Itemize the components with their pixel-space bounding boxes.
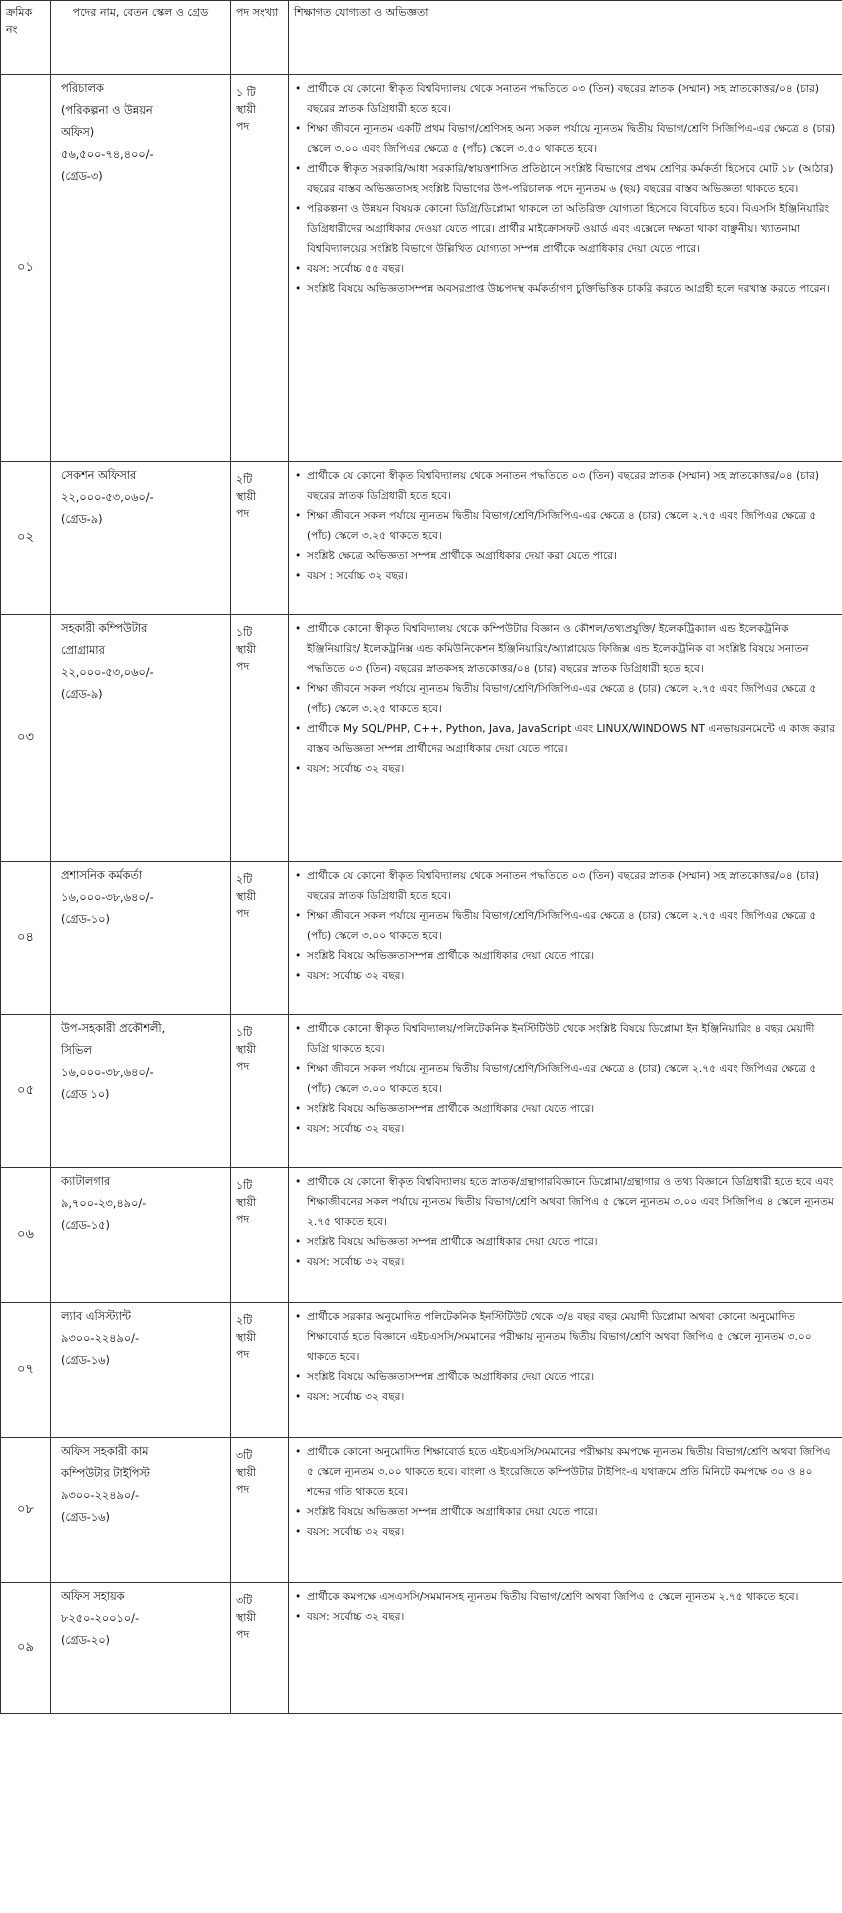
count-line: পদ (236, 1628, 250, 1641)
count-line: স্থায়ী (236, 1196, 257, 1209)
requirement-item: • সংশ্লিষ্ট বিষয়ে অভিজ্ঞতা সম্পন্ন প্রার্থীকে অগ্রাধিকার দেয়া যেতে পারে। (307, 1502, 838, 1522)
requirement-item: • প্রার্থীকে কোনো স্বীকৃত বিশ্ববিদ্যালয় থেকে কম্পিউটার বিজ্ঞান ও কৌশল/তথ্যপ্রযুক্তি/ ইলেকট্রিক্যাল এন্ড ইলেকট্রনিক ইঞ্জিনিয়ারিং/ ইলেকট্রনিক্স এন্ড কমিউনিকেশন ইঞ্জিনিয়ারিং/অ্যাপ্লায়েড ফিজিক্স এন্ড ইলেকট্রনিক বা সংশ্লিষ্ট বিষয়ে সনাতন পদ্ধতিতে ০৩ (তিন) বছরের স্নাতকসহ স্নাতকোত্তর/০৪ (চার) বছরের স্নাতক ডিগ্রিধারী হতে হবে। (307, 619, 838, 679)
count-line: ২টি (236, 1314, 253, 1327)
requirement-item: • প্রার্থীকে কোনো স্বীকৃত বিশ্ববিদ্যালয়/পলিটেকনিক ইনস্টিটিউট থেকে সংশ্লিষ্ট বিষয়ে ডিপ্লোমা ইন ইঞ্জিনিয়ারিং ৪ বছর মেয়াদী ডিগ্রি থাকতে হবে। (307, 1019, 838, 1059)
requirement-list (293, 466, 838, 586)
qualification-cell (289, 615, 842, 862)
header-qualification: শিক্ষাগত যোগ্যতা ও অভিজ্ঞতা (289, 1, 842, 75)
post-line: সিভিল (61, 1044, 92, 1057)
post-count-cell (231, 1168, 289, 1303)
requirement-item: • শিক্ষা জীবনে সকল পর্যায়ে ন্যূনতম দ্বিতীয় বিভাগ/শ্রেণি/সিজিপিএ-এর ক্ষেত্রে ৪ (চার) স্কেলে ২.৭৫ এবং জিপিএর ক্ষেত্রে ৫ (পাঁচ) স্কেলে ৩.২৫ থাকতে হবে। (307, 506, 838, 546)
requirement-item: • প্রার্থীকে যে কোনো স্বীকৃত বিশ্ববিদ্যালয় থেকে সনাতন পদ্ধতিতে ০৩ (তিন) বছরের স্নাতক (সম্মান) সহ স্নাতকোত্তর/০৪ (চার) বছরের স্নাতক ডিগ্রিধারী হতে হবে। (307, 866, 838, 906)
count-line: স্থায়ী (236, 1611, 257, 1624)
post-line: (গ্রেড-৩) (61, 170, 103, 183)
post-line: ল্যাব এসিস্ট্যান্ট (61, 1310, 131, 1323)
requirement-item: • প্রার্থীকে My SQL/PHP, C++, Python, Java, JavaScript এবং LINUX/WINDOWS NT এনভায়রনমেন্টে এ কাজ করার বাস্তব অভিজ্ঞতা সম্পন্ন প্রার্থীদের অগ্রাধিকার দেয়া যেতে পারে। (307, 719, 838, 759)
table-row (1, 1583, 842, 1714)
qualification-cell (289, 75, 842, 462)
post-name-cell (51, 1303, 231, 1438)
row-serial: ০৩ (1, 615, 51, 862)
requirement-item: • প্রার্থীকে যে কোনো স্বীকৃত বিশ্ববিদ্যালয় হতে স্নাতক/গ্রন্থাগারবিজ্ঞানে ডিপ্লোমা/গ্রন্থাগার ও তথ্য বিজ্ঞানে ডিগ্রিধারী হতে হবে এবং শিক্ষাজীবনের সকল পর্যায়ে ন্যূনতম দ্বিতীয় বিভাগ/শ্রেণি অথবা জিপিএ ৫ স্কেলে ন্যূনতম ৩.০০ এবং সিজিপিএ ৪ স্কেলে ন্যূনতম ২.৭৫ থাকতে হবে। (307, 1172, 838, 1232)
post-name-cell (51, 1583, 231, 1714)
post-line: সেকশন অফিসার (61, 469, 137, 482)
count-line: পদ (236, 1348, 250, 1361)
post-count-cell (231, 1015, 289, 1168)
post-line: ৯৩০০-২২৪৯০/- (61, 1489, 140, 1502)
row-serial: ০২ (1, 462, 51, 615)
post-line: প্রশাসনিক কর্মকর্তা (61, 869, 143, 882)
row-serial: ০৪ (1, 862, 51, 1015)
requirement-item: • সংশ্লিষ্ট বিষয়ে অভিজ্ঞতাসম্পন্ন প্রার্থীকে অগ্রাধিকার দেয়া যেতে পারে। (307, 946, 838, 966)
requirement-item: • প্রার্থীকে যে কোনো স্বীকৃত বিশ্ববিদ্যালয় থেকে সনাতন পদ্ধতিতে ০৩ (তিন) বছরের স্নাতক (সম্মান) সহ স্নাতকোত্তর/০৪ (চার) বছরের স্নাতক ডিগ্রিধারী হতে হবে। (307, 466, 838, 506)
post-line: (গ্রেড-১৬) (61, 1354, 110, 1367)
requirement-item: • বয়স: সর্বোচ্চ ৩২ বছর। (307, 759, 838, 779)
requirement-item: • পরিকল্পনা ও উন্নয়ন বিষয়ক কোনো ডিগ্রি/ডিপ্লোমা থাকলে তা অতিরিক্ত যোগ্যতা হিসেবে বিবেচিত হবে। বিএসসি ইঞ্জিনিয়ারিং ডিগ্রিধারীদের অগ্রাধিকার দেওয়া যেতে পারে। প্রার্থীর মাইক্রোসফট ওয়ার্ড এবং এক্সেলে দক্ষতা থাকা বাঞ্ছনীয়। খ্যাতনামা বিশ্ববিদ্যালয়ের সংশ্লিষ্ট বিভাগে উল্লিখিত যোগ্যতা সম্পন্ন প্রার্থীকে অগ্রাধিকার দেয়া যেতে পারে। (307, 199, 838, 259)
count-line: ১ টি (236, 86, 256, 99)
post-line: অফিস) (61, 126, 95, 139)
row-serial: ০৭ (1, 1303, 51, 1438)
requirement-list (293, 1019, 838, 1139)
requirement-list (293, 79, 838, 299)
requirement-item: • সংশ্লিষ্ট বিষয়ে অভিজ্ঞতাসম্পন্ন প্রার্থীকে অগ্রাধিকার দেয়া যেতে পারে। (307, 1367, 838, 1387)
post-line: ২২,০০০-৫৩,০৬০/- (61, 666, 154, 679)
post-name-cell (51, 75, 231, 462)
header-count: পদ সংখ্যা (231, 1, 289, 75)
post-line: (গ্রেড-২০) (61, 1634, 110, 1647)
requirement-item: • বয়স: সর্বোচ্চ ৩২ বছর। (307, 1387, 838, 1407)
post-name-cell (51, 1015, 231, 1168)
count-line: ৩টি (236, 1594, 253, 1607)
requirement-item: • বয়স: সর্বোচ্চ ৩২ বছর। (307, 1607, 838, 1627)
count-line: স্থায়ী (236, 643, 257, 656)
post-line: ৯,৭০০-২৩,৪৯০/- (61, 1197, 147, 1210)
count-line: পদ (236, 1483, 250, 1496)
post-line: ক্যাটালগার (61, 1175, 111, 1188)
requirement-item: • প্রার্থীকে স্বীকৃত সরকারি/আধা সরকারি/স্বায়ত্তশাসিত প্রতিষ্ঠানে সংশ্লিষ্ট বিভাগের প্রথম শ্রেণির কর্মকর্তা হিসেবে মোট ১৮ (আঠার) বছরের বাস্তব অভিজ্ঞতাসহ সংশ্লিষ্ট বিভাগের উপ-পরিচালক পদে ন্যূনতম ৬ (ছয়) বছরের বাস্তব অভিজ্ঞতা থাকতে হবে। (307, 159, 838, 199)
count-line: স্থায়ী (236, 1043, 257, 1056)
post-count-cell (231, 462, 289, 615)
requirement-item: • বয়স : সর্বোচ্চ ৩২ বছর। (307, 566, 838, 586)
post-line: সহকারী কম্পিউটার (61, 622, 148, 635)
count-line: স্থায়ী (236, 890, 257, 903)
requirement-item: • সংশ্লিষ্ট বিষয়ে অভিজ্ঞতাসম্পন্ন প্রার্থীকে অগ্রাধিকার দেয়া যেতে পারে। (307, 1099, 838, 1119)
requirement-item: • সংশ্লিষ্ট বিষয়ে অভিজ্ঞতা সম্পন্ন প্রার্থীকে অগ্রাধিকার দেয়া যেতে পারে। (307, 1232, 838, 1252)
qualification-cell (289, 862, 842, 1015)
count-line: পদ (236, 1213, 250, 1226)
post-line: কম্পিউটার টাইপিস্ট (61, 1467, 150, 1480)
count-line: স্থায়ী (236, 1466, 257, 1479)
post-line: ২২,০০০-৫৩,০৬০/- (61, 491, 154, 504)
post-line: ১৬,০০০-৩৮,৬৪০/- (61, 1066, 154, 1079)
requirement-list (293, 619, 838, 779)
post-line: অফিস সহকারী কাম (61, 1445, 149, 1458)
count-line: পদ (236, 660, 250, 673)
post-name-cell (51, 462, 231, 615)
post-line: অফিস সহায়ক (61, 1590, 125, 1603)
count-line: ১টি (236, 1179, 253, 1192)
row-serial: ০৯ (1, 1583, 51, 1714)
requirement-item: • বয়স: সর্বোচ্চ ৩২ বছর। (307, 966, 838, 986)
header-serial: ক্রমিক নং (1, 1, 51, 75)
count-line: ৩টি (236, 1449, 253, 1462)
count-line: পদ (236, 120, 250, 133)
count-line: পদ (236, 507, 250, 520)
requirement-item: • শিক্ষা জীবনে সকল পর্যায়ে ন্যূনতম দ্বিতীয় বিভাগ/শ্রেণি/সিজিপিএ-এর ক্ষেত্রে ৪ (চার) স্কেলে ২.৭৫ এবং জিপিএর ক্ষেত্রে ৫ (পাঁচ) স্কেলে ৩.০০ থাকতে হবে। (307, 906, 838, 946)
row-serial: ০১ (1, 75, 51, 462)
post-line: ৮২৫০-২০০১০/- (61, 1612, 140, 1625)
requirement-item: • প্রার্থীকে কমপক্ষে এসএসসি/সমমানসহ ন্যূনতম দ্বিতীয় বিভাগ/শ্রেণি অথবা জিপিএ ৫ স্কেলে ন্যূনতম ২.৭৫ থাকতে হবে। (307, 1587, 838, 1607)
table-row (1, 1303, 842, 1438)
count-line: স্থায়ী (236, 1331, 257, 1344)
qualification-cell (289, 1583, 842, 1714)
count-line: ১টি (236, 1026, 253, 1039)
requirement-list (293, 866, 838, 986)
table-row (1, 1438, 842, 1583)
qualification-cell (289, 462, 842, 615)
requirement-item: • বয়স: সর্বোচ্চ ৩২ বছর। (307, 1119, 838, 1139)
post-line: উপ-সহকারী প্রকৌশলী, (61, 1022, 166, 1035)
header-row (1, 1, 842, 75)
row-serial: ০৮ (1, 1438, 51, 1583)
post-line: ৯৩০০-২২৪৯০/- (61, 1332, 140, 1345)
post-line: (গ্রেড-৯) (61, 513, 103, 526)
post-count-cell (231, 1583, 289, 1714)
qualification-cell (289, 1168, 842, 1303)
requirement-item: • সংশ্লিষ্ট ক্ষেত্রে অভিজ্ঞতা সম্পন্ন প্রার্থীকে অগ্রাধিকার দেয়া করা যেতে পারে। (307, 546, 838, 566)
count-line: পদ (236, 1060, 250, 1073)
post-line: (গ্রেড-৯) (61, 688, 103, 701)
post-count-cell (231, 1438, 289, 1583)
post-count-cell (231, 1303, 289, 1438)
table-row (1, 75, 842, 462)
table-row (1, 1168, 842, 1303)
requirement-list (293, 1307, 838, 1407)
qualification-cell (289, 1303, 842, 1438)
count-line: স্থায়ী (236, 490, 257, 503)
post-name-cell (51, 1438, 231, 1583)
post-name-cell (51, 862, 231, 1015)
qualification-cell (289, 1015, 842, 1168)
table-row (1, 862, 842, 1015)
requirement-item: • প্রার্থীকে সরকার অনুমোদিত পলিটেকনিক ইনস্টিটিউট থেকে ৩/৪ বছর বছর মেয়াদী ডিপ্লোমা অথবা কোনো অনুমোদিত শিক্ষাবোর্ড হতে বিজ্ঞানে এইচএসসি/সমমানের পরীক্ষায় ন্যূনতম দ্বিতীয় বিভাগ/শ্রেণি অথবা জিপিএ ৫ স্কেলে ন্যূনতম ৩.০০ থাকতে হবে। (307, 1307, 838, 1367)
count-line: ২টি (236, 473, 253, 486)
post-name-cell (51, 1168, 231, 1303)
post-line: ৫৬,৫০০-৭৪,৪০০/- (61, 148, 154, 161)
qualification-cell (289, 1438, 842, 1583)
requirement-item: • বয়স: সর্বোচ্চ ৩২ বছর। (307, 1522, 838, 1542)
row-serial: ০৬ (1, 1168, 51, 1303)
table-row (1, 1015, 842, 1168)
post-count-cell (231, 615, 289, 862)
requirement-item: • প্রার্থীকে যে কোনো স্বীকৃত বিশ্ববিদ্যালয় থেকে সনাতন পদ্ধতিতে ০৩ (তিন) বছরের স্নাতক (সম্মান) সহ স্নাতকোত্তর/০৪ (চার) বছরের স্নাতক ডিগ্রিধারী হতে হবে। (307, 79, 838, 119)
table-row (1, 615, 842, 862)
requirement-item: • বয়স: সর্বোচ্চ ৫৫ বছর। (307, 259, 838, 279)
count-line: ১টি (236, 626, 253, 639)
count-line: স্থায়ী (236, 103, 257, 116)
count-line: পদ (236, 907, 250, 920)
requirement-list (293, 1442, 838, 1542)
post-count-cell (231, 862, 289, 1015)
post-line: প্রোগ্রামার (61, 644, 105, 657)
requirement-list (293, 1587, 838, 1627)
requirement-item: • শিক্ষা জীবনে সকল পর্যায়ে ন্যূনতম দ্বিতীয় বিভাগ/শ্রেণি/সিজিপিএ-এর ক্ষেত্রে ৪ (চার) স্কেলে ২.৭৫ এবং জিপিএর ক্ষেত্রে ৫ (পাঁচ) স্কেলে ৩.০০ থাকতে হবে। (307, 1059, 838, 1099)
row-serial: ০৫ (1, 1015, 51, 1168)
post-line: ১৬,০০০-৩৮,৬৪০/- (61, 891, 154, 904)
post-line: পরিচালক (61, 82, 104, 95)
requirement-item: • সংশ্লিষ্ট বিষয়ে অভিজ্ঞতাসম্পন্ন অবসরপ্রাপ্ত উচ্চপদস্থ কর্মকর্তাগণ চুক্তিভিত্তিক চাকরি করতে আগ্রহী হলে দরখাস্ত করতে পারেন। (307, 279, 838, 299)
count-line: ২টি (236, 873, 253, 886)
requirement-list (293, 1172, 838, 1272)
table-row (1, 462, 842, 615)
post-line: (গ্রেড ১০) (61, 1088, 110, 1101)
post-name-cell (51, 615, 231, 862)
post-count-cell (231, 75, 289, 462)
post-line: (গ্রেড-১০) (61, 913, 110, 926)
requirement-item: • বয়স: সর্বোচ্চ ৩২ বছর। (307, 1252, 838, 1272)
post-line: (গ্রেড-১৫) (61, 1219, 110, 1232)
requirement-item: • শিক্ষা জীবনে ন্যূনতম একটি প্রথম বিভাগ/শ্রেণিসহ অন্য সকল পর্যায়ে ন্যূনতম দ্বিতীয় বিভাগ/শ্রেণি সিজিপিএ-এর ক্ষেত্রে ৪ (চার) স্কেলে ৩.০০ এবং জিপিএর ক্ষেত্রে ৫ (পাঁচ) স্কেলে ৩.৫০ থাকতে হবে। (307, 119, 838, 159)
requirement-item: • প্রার্থীকে কোনো অনুমোদিত শিক্ষাবোর্ড হতে এইচএসসি/সমমানের পরীক্ষায় কমপক্ষে ন্যূনতম দ্বিতীয় বিভাগ/শ্রেণি অথবা জিপিএ ৫ স্কেলে ন্যূনতম ৩.০০ থাকতে হবে। বাংলা ও ইংরেজিতে কম্পিউটার টাইপিং-এ যথাক্রমে প্রতি মিনিটে কমপক্ষে ৩০ ও ৪০ শব্দের গতি থাকতে হবে। (307, 1442, 838, 1502)
requirement-item: • শিক্ষা জীবনে সকল পর্যায়ে ন্যূনতম দ্বিতীয় বিভাগ/শ্রেণি/সিজিপিএ-এর ক্ষেত্রে ৪ (চার) স্কেলে ২.৭৫ এবং জিপিএর ক্ষেত্রে ৫ (পাঁচ) স্কেলে ৩.২৫ থাকতে হবে। (307, 679, 838, 719)
post-line: (গ্রেড-১৬) (61, 1511, 110, 1524)
post-line: (পরিকল্পনা ও উন্নয়ন (61, 104, 153, 117)
header-post: পদের নাম, বেতন স্কেল ও গ্রেড (51, 1, 231, 75)
